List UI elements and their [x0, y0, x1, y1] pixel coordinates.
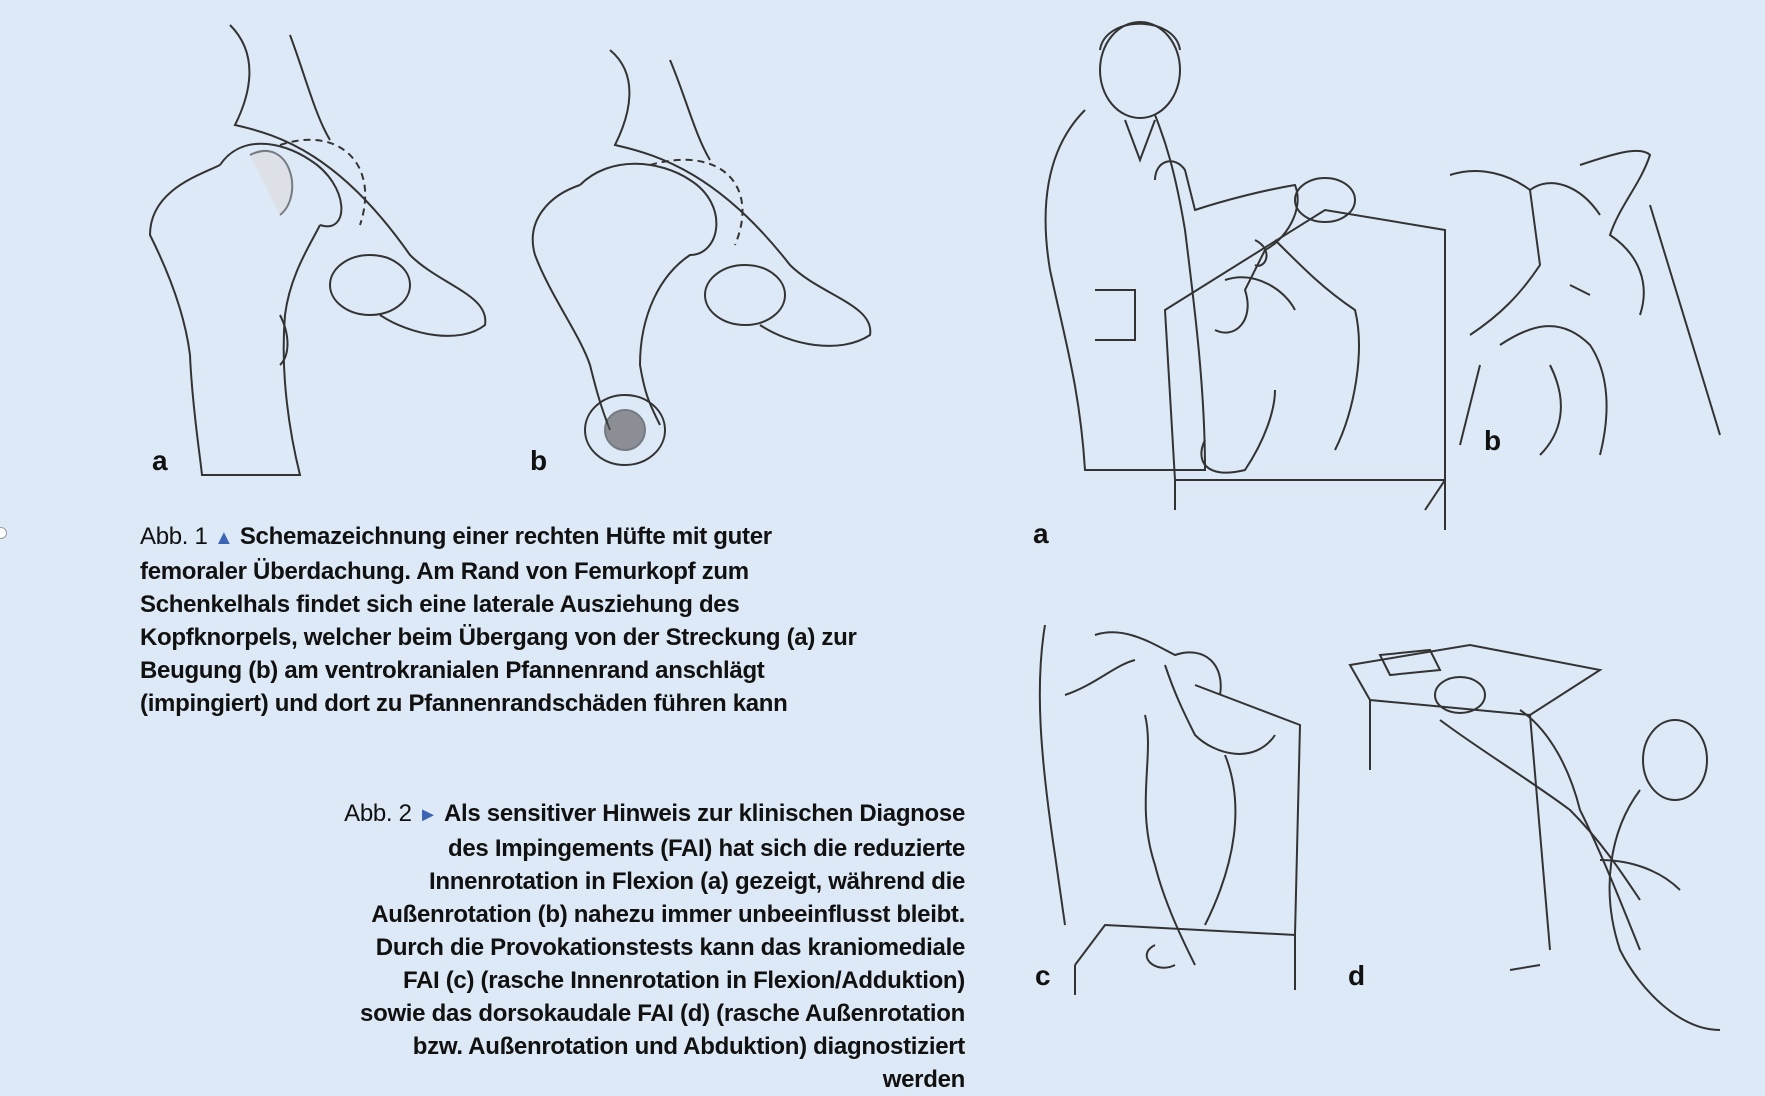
- hip-drawing-flexion: [520, 45, 890, 485]
- hip-drawing-extension: [140, 15, 500, 485]
- panel-label-2c: c: [1035, 960, 1051, 991]
- figure1-caption-text: Schemazeichnung einer rechten Hüfte mit guter femoraler Überdachung. Am Rand von Femurkopf zum Schenkelhals findet sich eine laterale Ausziehung des Kopfknorpels, welcher beim Übergang von der Streckung (a) zur Beugung (b) am ventrokranialen Pfannenrand anschlägt (impingiert) und dort zu Pfannenrandschäden führen kann: [140, 523, 857, 717]
- triangle-right-icon: ►: [418, 804, 438, 826]
- exam-drawing-internal-rotation: [1025, 10, 1465, 570]
- panel-label-1a: a: [152, 445, 168, 476]
- figure2-caption: [340, 797, 965, 1096]
- exam-drawing-kraniomedial-test: [1015, 605, 1325, 1005]
- edge-handle-left: [0, 527, 7, 539]
- panel-label-1b: b: [530, 445, 548, 476]
- figure1-caption: [140, 520, 880, 720]
- triangle-up-icon: ▲: [213, 527, 234, 549]
- exam-drawing-external-rotation: [1440, 145, 1740, 475]
- panel-label-2a: a: [1033, 518, 1049, 549]
- panel-label-2b: b: [1484, 425, 1502, 456]
- figure2-caption-text: Als sensitiver Hinweis zur klinischen Diagnose des Impingements (FAI) hat sich die reduzierte Innenrotation in Flexion (a) gezeigt, während die Außenrotation (b) nahezu immer unbeeinflusst bleibt. Durch die Provokationstests kann das kraniomediale FAI (c) (rasche Innenrotation in Flexion/Adduktion) sowie das dorsokaudale FAI (d) (rasche Außenrotation bzw. Außenrotation und Abduktion) diagnostiziert werden: [360, 800, 965, 1093]
- figure2-caption-prefix: Abb. 2: [344, 800, 412, 827]
- panel-label-2d: d: [1348, 960, 1366, 991]
- figure1-caption-prefix: Abb. 1: [140, 523, 208, 550]
- exam-drawing-dorsokaudal-test: [1340, 630, 1740, 1050]
